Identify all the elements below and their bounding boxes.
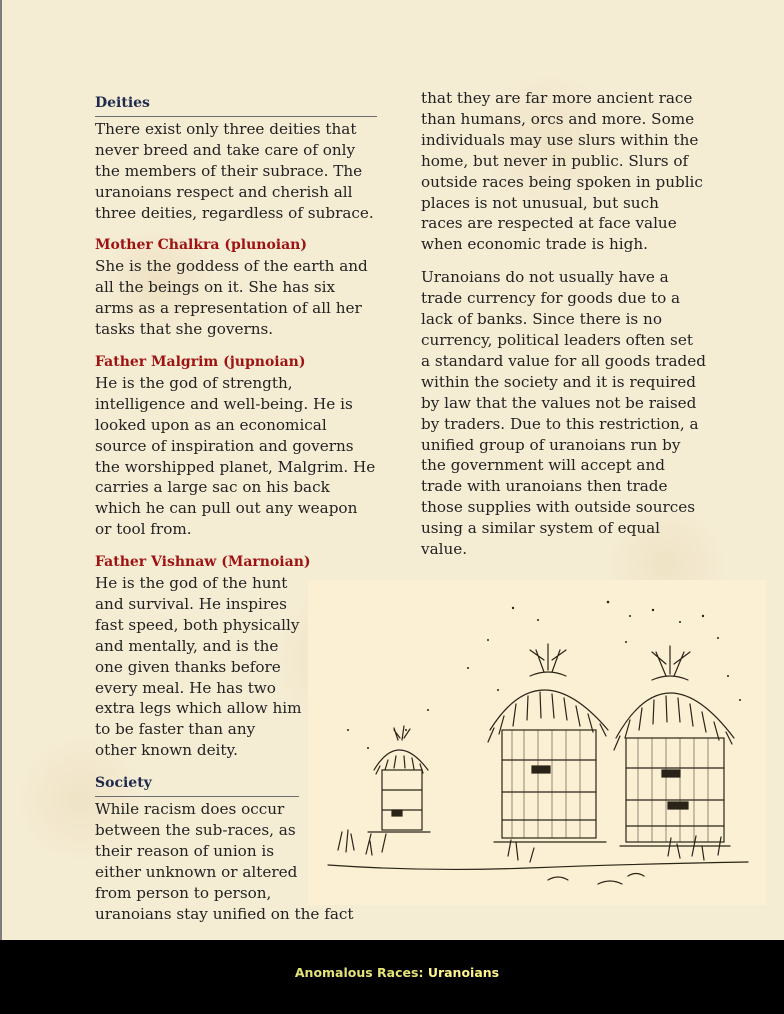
text-line: all the beings on it. She has six — [95, 278, 336, 297]
text-line: She is the goddess of the earth and — [95, 257, 368, 276]
text-line: individuals may use slurs within the — [421, 130, 699, 149]
text-line: intelligence and well-being. He is — [95, 394, 353, 413]
deities-intro-line: three deities, regardless of subrace. — [95, 203, 374, 222]
text-line: the worshipped planet, Malgrim. He — [95, 457, 376, 476]
footer-title: Uranoians — [427, 965, 500, 980]
text-line: fast speed, both physically — [95, 615, 300, 634]
god-heading-malgrim: Father Malgrim (jupnoian) — [95, 353, 306, 370]
text-line: value. — [421, 540, 468, 559]
text-line: While racism does occur — [95, 800, 285, 819]
deities-intro-line: never breed and take care of only — [95, 140, 356, 159]
text-line: trade currency for goods due to a — [421, 289, 681, 308]
text-line: uranoians stay unified on the fact — [95, 904, 354, 923]
god-heading-chalkra: Mother Chalkra (plunoian) — [95, 237, 307, 254]
text-line: when economic trade is high. — [421, 235, 648, 254]
text-line: extra legs which allow him — [95, 699, 302, 718]
currency-paragraph — [421, 267, 711, 560]
beehive-illustration — [308, 580, 766, 905]
text-line: every meal. He has two — [95, 678, 276, 697]
footer-label: Anomalous Races: — [294, 965, 428, 980]
text-line: arms as a representation of all her — [95, 299, 362, 318]
text-line: or tool from. — [95, 520, 192, 539]
text-line: a standard value for all goods traded — [421, 351, 706, 370]
text-line: looked upon as an economical — [95, 415, 327, 434]
deities-intro-line: There exist only three deities that — [95, 119, 357, 138]
text-line: between the sub-races, as — [95, 821, 296, 839]
text-line: than humans, orcs and more. Some — [421, 109, 695, 128]
society-continued-paragraph — [421, 88, 711, 255]
text-line: and mentally, and is the — [95, 636, 279, 655]
text-line: places is not unusual, but such — [421, 193, 659, 212]
text-line: Uranoians do not usually have a — [421, 268, 669, 287]
text-line: unified group of uranoians run by — [421, 435, 681, 454]
text-line: using a similar system of equal — [421, 519, 661, 538]
text-line: that they are far more ancient race — [421, 89, 693, 107]
god-description-malgrim — [95, 373, 395, 540]
text-line: currency, political leaders often set — [421, 330, 693, 349]
beehive-skeps-sketch-icon — [308, 580, 766, 905]
text-line: carries a large sac on his back — [95, 478, 330, 497]
text-line: one given thanks before — [95, 657, 281, 676]
deities-intro-line: uranoians respect and cherish all — [95, 182, 353, 201]
text-line: He is the god of strength, — [95, 373, 293, 392]
text-line: and survival. He inspires — [95, 594, 287, 613]
footer-caption — [0, 965, 784, 980]
text-line: either unknown or altered — [95, 862, 298, 881]
text-line: which he can pull out any weapon — [95, 499, 358, 518]
text-line: lack of banks. Since there is no — [421, 310, 662, 329]
text-line: by law that the values not be raised — [421, 393, 697, 412]
text-line: by traders. Due to this restriction, a — [421, 414, 699, 433]
god-description-chalkra — [95, 256, 395, 340]
text-line: source of inspiration and governs — [95, 436, 354, 455]
deities-intro-line: the members of their subrace. The — [95, 161, 363, 180]
right-column — [421, 88, 711, 560]
god-heading-vishnaw: Father Vishnaw (Marnoian) — [95, 554, 311, 571]
text-line: their reason of union is — [95, 841, 275, 860]
text-line: He is the god of the hunt — [95, 574, 288, 593]
deities-heading: Deities — [95, 93, 377, 117]
page-footer — [0, 940, 784, 1014]
text-line: other known deity. — [95, 741, 238, 760]
text-line: to be faster than any — [95, 720, 256, 739]
text-line: races are respected at face value — [421, 214, 677, 233]
text-line: home, but never in public. Slurs of — [421, 151, 689, 170]
text-line: the government will accept and — [421, 456, 665, 475]
text-line: within the society and it is required — [421, 372, 696, 391]
text-line: trade with uranoians then trade — [421, 477, 668, 496]
text-line: tasks that she governs. — [95, 320, 274, 339]
society-heading: Society — [95, 773, 299, 797]
deities-intro — [95, 119, 395, 224]
text-line: those supplies with outside sources — [421, 498, 696, 517]
text-line: outside races being spoken in public — [421, 172, 703, 191]
text-line: from person to person, — [95, 883, 272, 902]
